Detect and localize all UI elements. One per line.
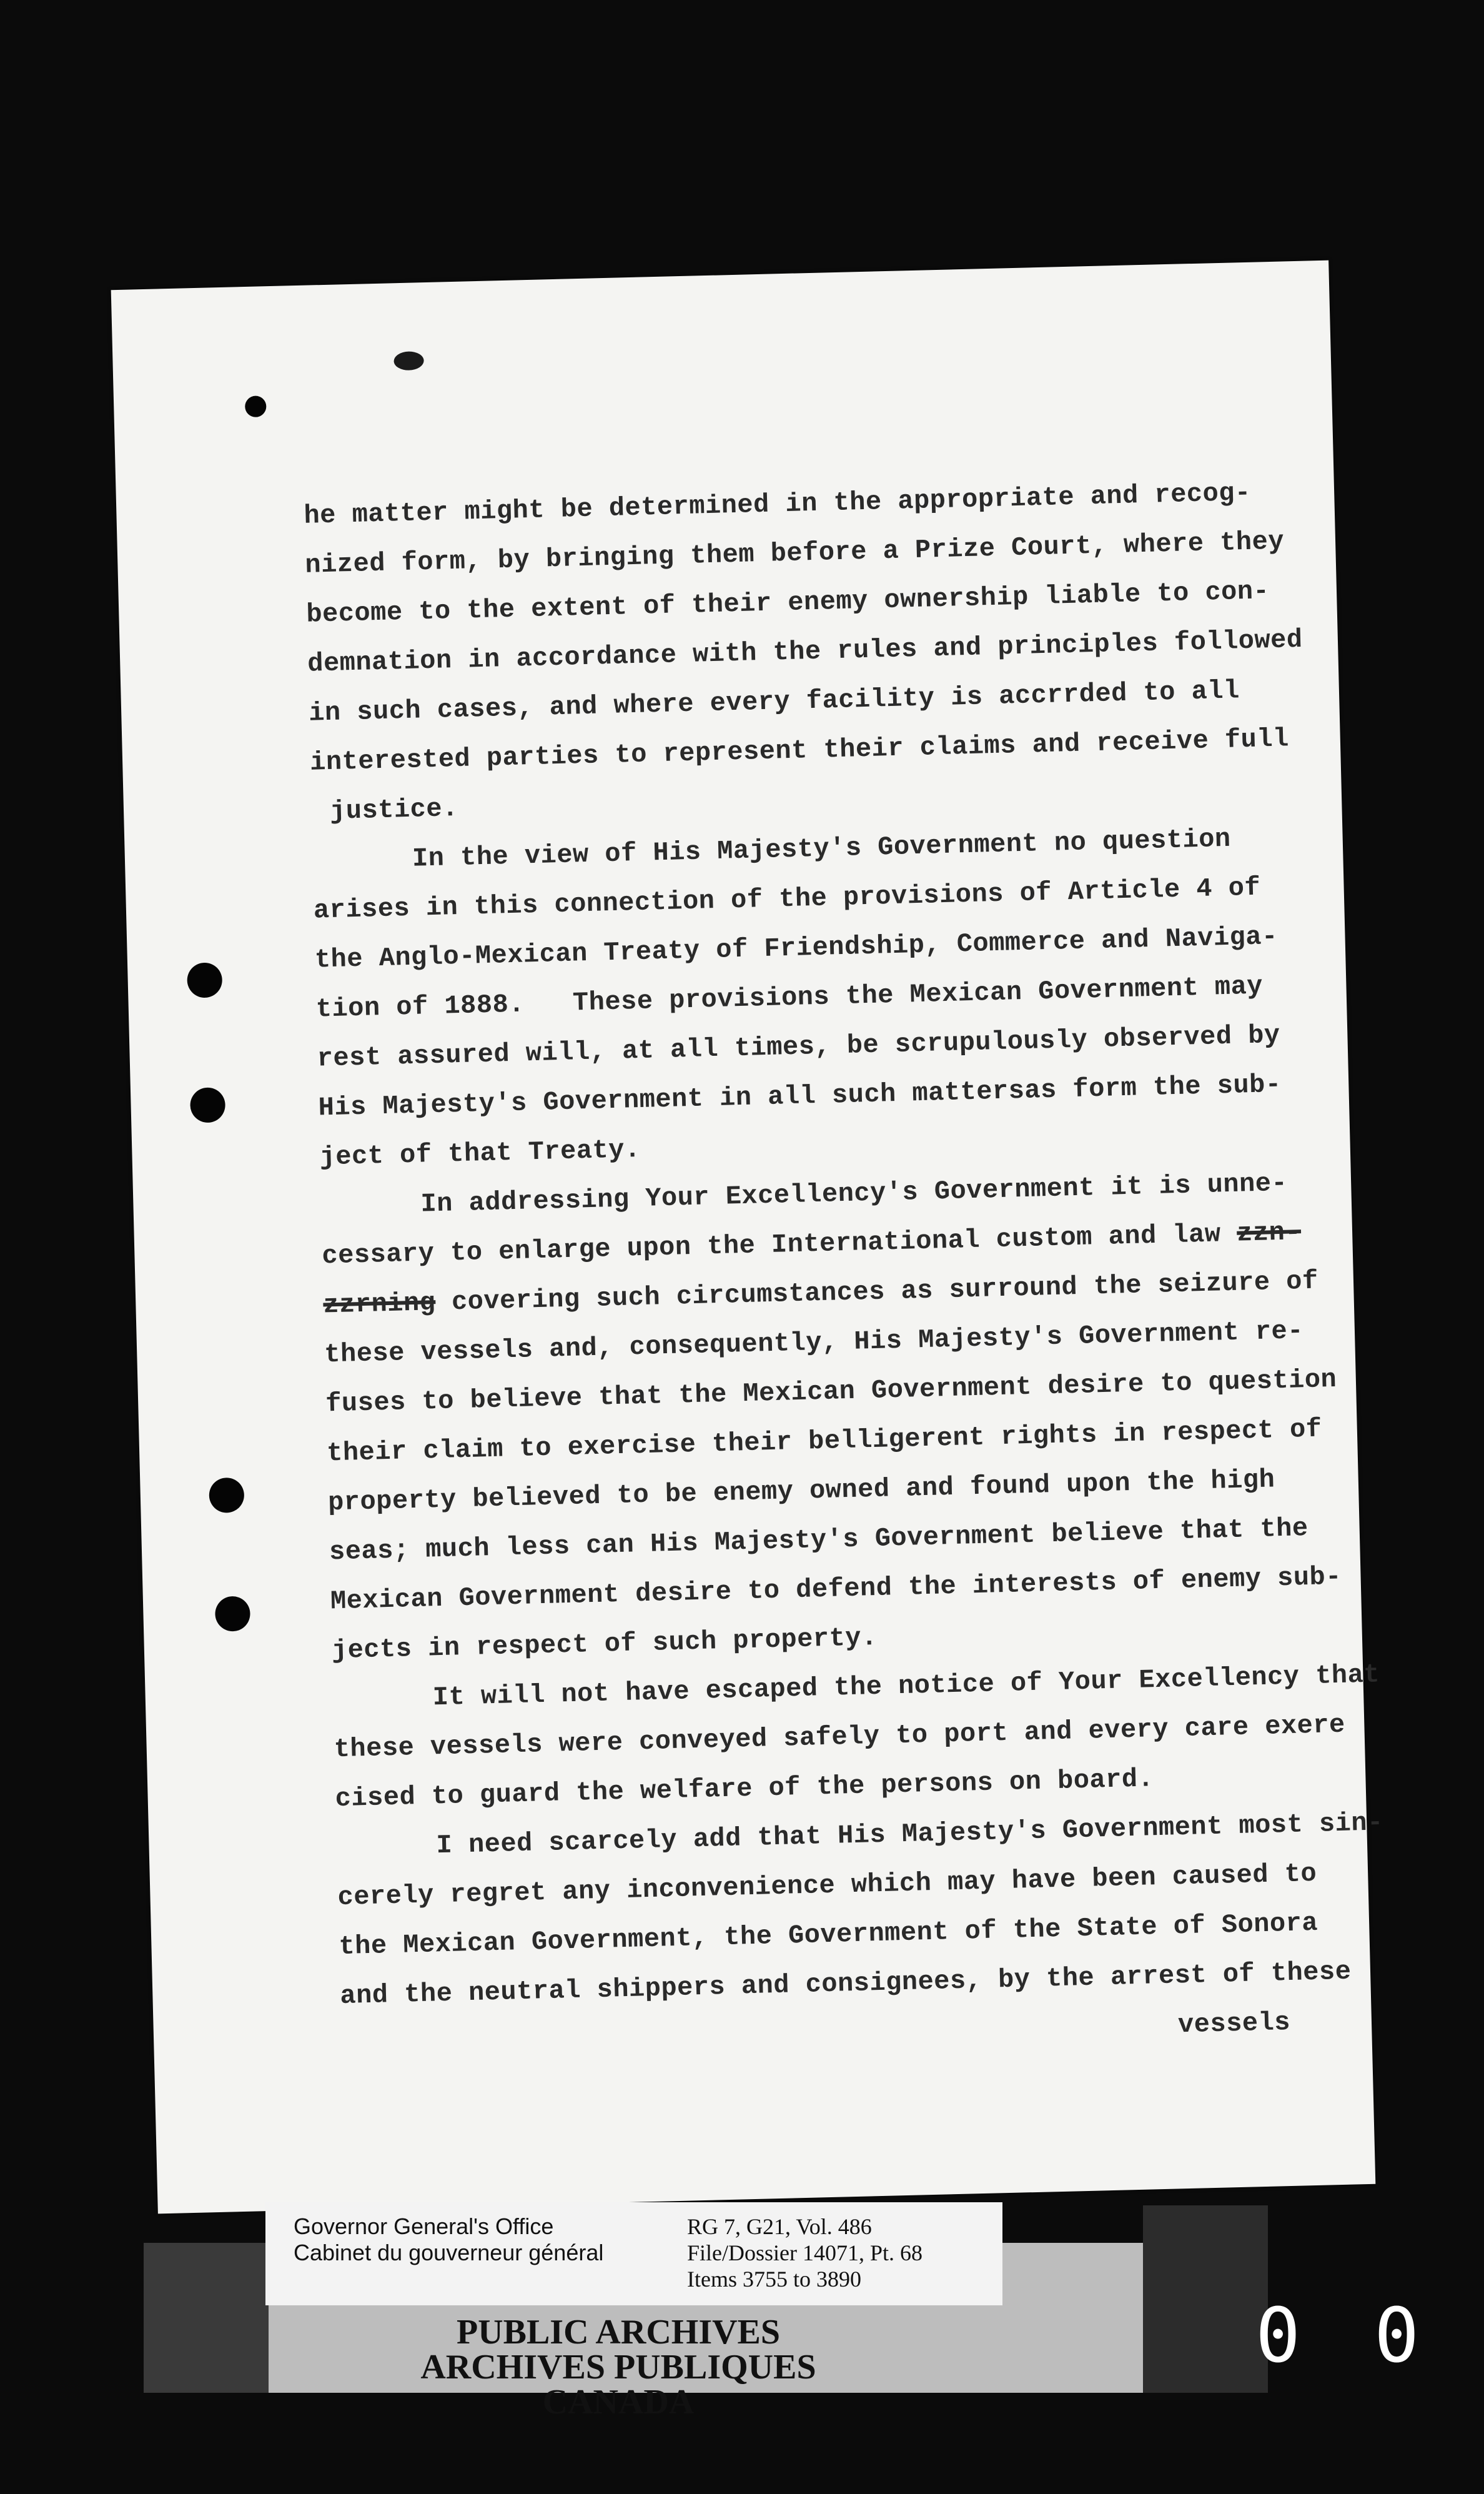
text-line: become to the extent of their enemy ownership liable to con- — [305, 576, 1270, 630]
stamp-line-1: PUBLIC ARCHIVES — [456, 2313, 781, 2352]
item-range: Items 3755 to 3890 — [687, 2267, 861, 2292]
text-line: property believed to be enemy owned and found upon the high — [327, 1464, 1275, 1518]
text-line: in such cases, and where every facility is accrrded to all — [308, 675, 1240, 728]
text-line: justice. — [329, 793, 459, 827]
archive-reference-label — [265, 2202, 1002, 2305]
text-line: rest assured will, at all times, be scrupulously observed by — [317, 1020, 1281, 1074]
office-en: Governor General's Office — [294, 2213, 554, 2239]
reference-numbers — [687, 2213, 923, 2292]
letter-body — [304, 468, 1384, 2070]
office-fr: Cabinet du gouverneur général — [294, 2240, 604, 2265]
text-line: demnation in accordance with the rules and principles followed — [307, 624, 1303, 679]
text-fragment: cessary to enlarge upon the International custom and law — [321, 1219, 1222, 1271]
text-line: these vessels were conveyed safely to port and every care exere — [334, 1709, 1346, 1765]
text-line: tion of 1888. These provisions the Mexican Government may — [315, 971, 1264, 1025]
text-line: jects in respect of such property. — [331, 1622, 878, 1666]
stamp-line-2: ARCHIVES PUBLIQUES — [420, 2348, 816, 2387]
text-line: It will not have escaped the notice of Your Excellency that — [432, 1659, 1380, 1713]
text-line: In addressing Your Excellency's Government it is unne- — [420, 1168, 1288, 1220]
text-line: the Mexican Government, the Government of the State of Sonora — [338, 1907, 1318, 1962]
text-line: fuses to believe that the Mexican Government desire to question — [325, 1364, 1337, 1419]
film-edge-right — [1143, 2205, 1268, 2393]
ink-smudge — [393, 351, 424, 370]
text-line: these vessels and, consequently, His Majesty's Government re- — [324, 1316, 1304, 1370]
text-line: nized form, by bringing them before a Prize Court, where they — [304, 526, 1285, 580]
text-line: ject of that Treaty. — [319, 1134, 641, 1173]
stamp-line-3: CANADA — [542, 2383, 695, 2422]
text-line: and the neutral shippers and consignees, by the arrest of these — [339, 1956, 1352, 2012]
punch-hole-4 — [215, 1596, 250, 1631]
text-fragment: covering such circumstances as surround the seizure of — [451, 1266, 1319, 1318]
punch-hole-top — [245, 395, 267, 417]
frame-number-1: 0 — [1255, 2293, 1301, 2380]
document-page — [111, 261, 1384, 2214]
text-line: cerely regret any inconvenience which may have been caused to — [337, 1858, 1317, 1913]
catchword: vessels — [1177, 2007, 1291, 2040]
text-line: I need scarcely add that His Majesty's Government most sin- — [436, 1807, 1384, 1861]
text-line: His Majesty's Government in all such mattersas form the sub- — [318, 1069, 1282, 1123]
struck-out-word: zzrning — [322, 1288, 436, 1321]
struck-out-word: zzn- — [1236, 1217, 1302, 1249]
film-edge-left — [144, 2243, 269, 2393]
text-line: interested parties to represent their claims and receive full — [309, 723, 1290, 778]
file-number: File/Dossier 14071, Pt. 68 — [687, 2240, 923, 2265]
frame-number-2: 0 — [1374, 2293, 1420, 2380]
text-line: their claim to exercise their belligerent rights in respect of — [326, 1414, 1323, 1469]
punch-hole-1 — [187, 962, 222, 998]
text-line: he matter might be determined in the appropriate and recog- — [304, 477, 1252, 531]
text-line: arises in this connection of the provisions of Article 4 of — [313, 872, 1261, 926]
text-line: the Anglo-Mexican Treaty of Friendship, Commerce and Naviga- — [314, 921, 1279, 975]
punch-hole-3 — [209, 1478, 244, 1513]
office-names — [294, 2213, 603, 2266]
text-line: Mexican Government desire to defend the interests of enemy sub- — [330, 1561, 1342, 1617]
record-group: RG 7, G21, Vol. 486 — [687, 2214, 872, 2239]
archives-stamp — [375, 2315, 862, 2420]
text-line: cised to guard the welfare of the persons on board. — [335, 1764, 1154, 1814]
text-line: seas; much less can His Majesty's Government believe that the — [329, 1513, 1309, 1567]
punch-hole-2 — [190, 1087, 225, 1123]
text-line: In the view of His Majesty's Government no question — [412, 823, 1232, 874]
